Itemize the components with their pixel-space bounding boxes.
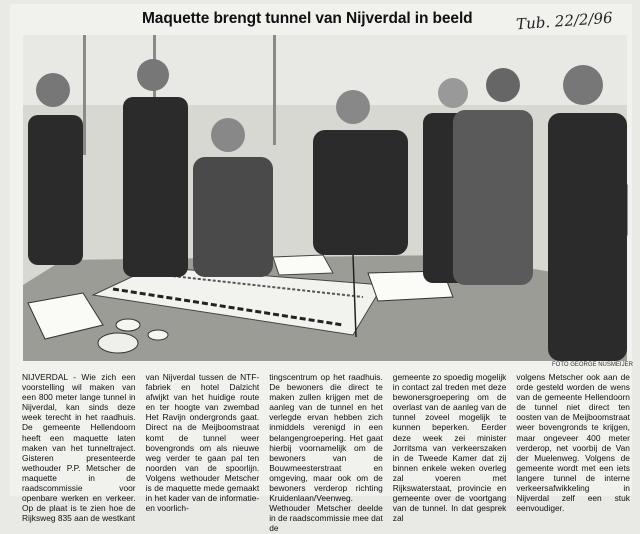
photo-credit: FOTO GEORGE NUSMEIJER xyxy=(552,362,633,368)
article-column: van Nijverdal tussen de NTF-fabriek en hotel Dalzicht afwijkt van het huidige route en ter hoogte van zwembad Het Ravijn ondergronds gaat. Direct na de Meijboomstraat komt de tunnel weer bovengronds om als nieuwe weg verder te gaan pal ten noorden van de spoorlijn. Volgens wethouder Metscher is de maquette mede gemaakt in het kader van de informatie- en voorlich- xyxy=(145,372,260,514)
article-headline: Maquette brengt tunnel van Nijverdal in beeld xyxy=(142,10,473,27)
article-column: gemeente zo spoedig mogelijk in contact zal treden met deze bewonersgroepering om de overlast van de aanleg van de tunnel zoveel mogelijk te kunnen beperken. Eerder deze week zei minister Jorritsma van verkeerszaken in de Tweede Kamer dat zij binnen enkele weken overleg zal voeren met Rijkswaterstaat, provincie en gemeente over de voortgang van de tunnel. In dat gesprek zal xyxy=(392,372,507,524)
article-photo xyxy=(23,35,627,361)
article-body xyxy=(22,372,630,534)
photo-illustration xyxy=(23,35,627,361)
article-column: volgens Metscher ook aan de orde gesteld worden de wens van de gemeente Hellendoorn de tunnel niet direct ten oosten van de Meijboomstraat weer bovengronds te krijgen, maar ongeveer 400 meter verderop, net voorbij de Van der Muelenweg. Volgens de gemeente wordt met een iets langere tunnel de interne verkeersafwikkeling in Nijverdal zelf een stuk eenvoudiger. xyxy=(516,372,630,514)
handwritten-date: Tub. 22/2/96 xyxy=(515,8,614,34)
article-column: NIJVERDAL - Wie zich een voorstelling wil maken van een 800 meter lange tunnel in Nijverdal, kan sinds deze week terecht in het raadhuis. De gemeente Hellendoorn heeft een maquette laten maken van het tunneltraject. Gisteren presenteerde wethouder P.P. Metscher de maquette in de raadscommissie voor openbare werken en verkeer. Op de plaat is te zien hoe de Rijksweg 835 aan de westkant xyxy=(22,372,136,524)
article-column: tingscentrum op het raadhuis. De bewoners die direct te maken zullen krijgen met de aanleg van de tunnel en het verlegde ervan hebben zich inmiddels verenigd in een belangengroepering. Het gaat hierbij voornamelijk om de bewoners van de Bouwmeesterstraat en omgeving, maar ook om de bewoners verderop richting Kruidenlaan/Veenweg. Wethouder Metscher deelde in de raadscommissie mee dat de xyxy=(269,372,383,534)
